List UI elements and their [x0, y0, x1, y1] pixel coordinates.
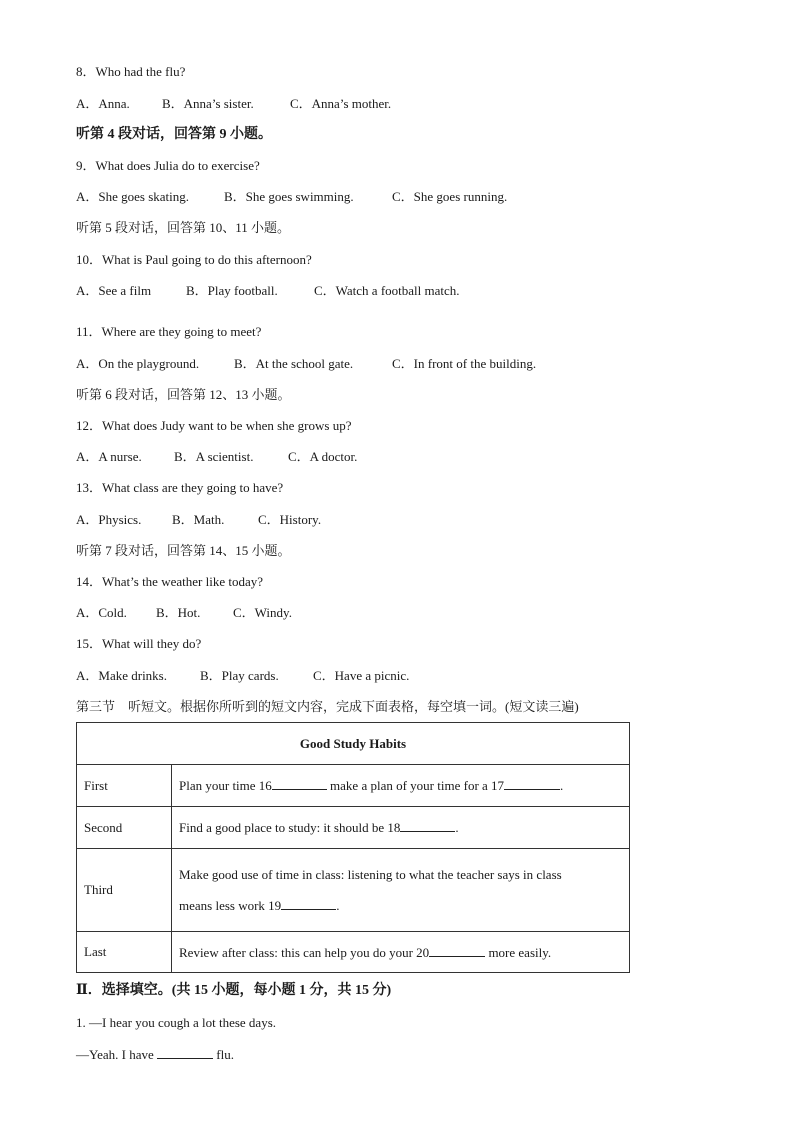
question-14-options [76, 605, 292, 621]
mc-question-1-reply: —Yeah. I have flu. [76, 1047, 234, 1062]
question-10-options [76, 283, 460, 299]
question-8: 8．Who had the flu? [76, 64, 186, 79]
option-c: C．A doctor. [288, 449, 358, 464]
option-a: A．On the playground. [76, 356, 200, 371]
option-c: C．Watch a football match. [314, 283, 460, 298]
row-content: Plan your time 16 make a plan of your time for a 17 . [172, 765, 630, 807]
table-row [77, 932, 630, 973]
option-c: C．Windy. [233, 605, 292, 620]
blank-mc-1[interactable] [157, 1046, 213, 1059]
option-b: B．Anna’s sister. [162, 96, 254, 111]
blank-20[interactable] [429, 944, 485, 957]
blank-17[interactable] [504, 777, 560, 790]
row-label: Second [77, 807, 172, 849]
question-8-options [76, 96, 391, 112]
option-a: A．She goes skating. [76, 189, 190, 204]
study-habits-table [76, 722, 630, 973]
option-c: C．History. [258, 512, 322, 527]
question-9: 9．What does Julia do to exercise? [76, 158, 260, 173]
option-c: C．In front of the building. [392, 356, 537, 371]
option-a: A．Cold. [76, 605, 127, 620]
question-13: 13．What class are they going to have? [76, 480, 284, 495]
section-heading-7: 听第 7 段对话，回答第 14、15 小题。 [76, 543, 291, 558]
row-label: Third [77, 849, 172, 932]
row-label: First [77, 765, 172, 807]
question-11: 11．Where are they going to meet? [76, 324, 262, 339]
question-11-options [76, 356, 536, 372]
question-9-options [76, 189, 507, 205]
option-a: A．See a film [76, 283, 152, 298]
question-15: 15．What will they do? [76, 636, 202, 651]
part3-instruction: 第三节 听短文。根据你所听到的短文内容，完成下面表格，每空填一词。(短文读三遍) [76, 699, 579, 714]
blank-18[interactable] [400, 819, 455, 832]
section-heading-5: 听第 5 段对话，回答第 10、11 小题。 [76, 220, 291, 235]
row-label: Last [77, 932, 172, 973]
option-a: A．Physics. [76, 512, 142, 527]
option-a: A．A nurse. [76, 449, 142, 464]
option-b: B．At the school gate. [234, 356, 354, 371]
row-content: Make good use of time in class: listening to what the teacher says in class means less work 19 . [172, 849, 630, 932]
row-content: Review after class: this can help you do your 20 more easily. [172, 932, 630, 973]
section-heading-4: 听第 4 段对话，回答第 9 小题。 [76, 127, 272, 142]
question-12: 12．What does Judy want to be when she grows up? [76, 418, 352, 433]
question-12-options [76, 449, 357, 465]
option-b: B．Play cards. [200, 668, 279, 683]
table-row [77, 765, 630, 807]
question-13-options [76, 512, 321, 528]
option-a: A．Make drinks. [76, 668, 167, 683]
section-heading-6: 听第 6 段对话，回答第 12、13 小题。 [76, 387, 291, 402]
mc-question-1: 1. —I hear you cough a lot these days. [76, 1015, 277, 1030]
option-b: B．Math. [172, 512, 225, 527]
option-a: A．Anna. [76, 96, 130, 111]
blank-19[interactable] [281, 897, 336, 910]
table-row [77, 807, 630, 849]
section-ii-heading: Ⅱ．选择填空。(共 15 小题，每小题 1 分，共 15 分) [76, 983, 392, 998]
option-c: C．Anna’s mother. [290, 96, 392, 111]
table-row [77, 849, 630, 932]
blank-16[interactable] [272, 777, 327, 790]
option-b: B．She goes swimming. [224, 189, 354, 204]
table-title: Good Study Habits [77, 723, 630, 765]
row-content: Find a good place to study: it should be 18 . [172, 807, 630, 849]
option-b: B．Hot. [156, 605, 201, 620]
option-b: B．A scientist. [174, 449, 254, 464]
question-15-options [76, 668, 409, 684]
option-c: C．Have a picnic. [313, 668, 410, 683]
option-b: B．Play football. [186, 283, 278, 298]
table-title-row [77, 723, 630, 765]
option-c: C．She goes running. [392, 189, 508, 204]
question-14: 14．What’s the weather like today? [76, 574, 263, 589]
question-10: 10．What is Paul going to do this afternoon? [76, 252, 312, 267]
